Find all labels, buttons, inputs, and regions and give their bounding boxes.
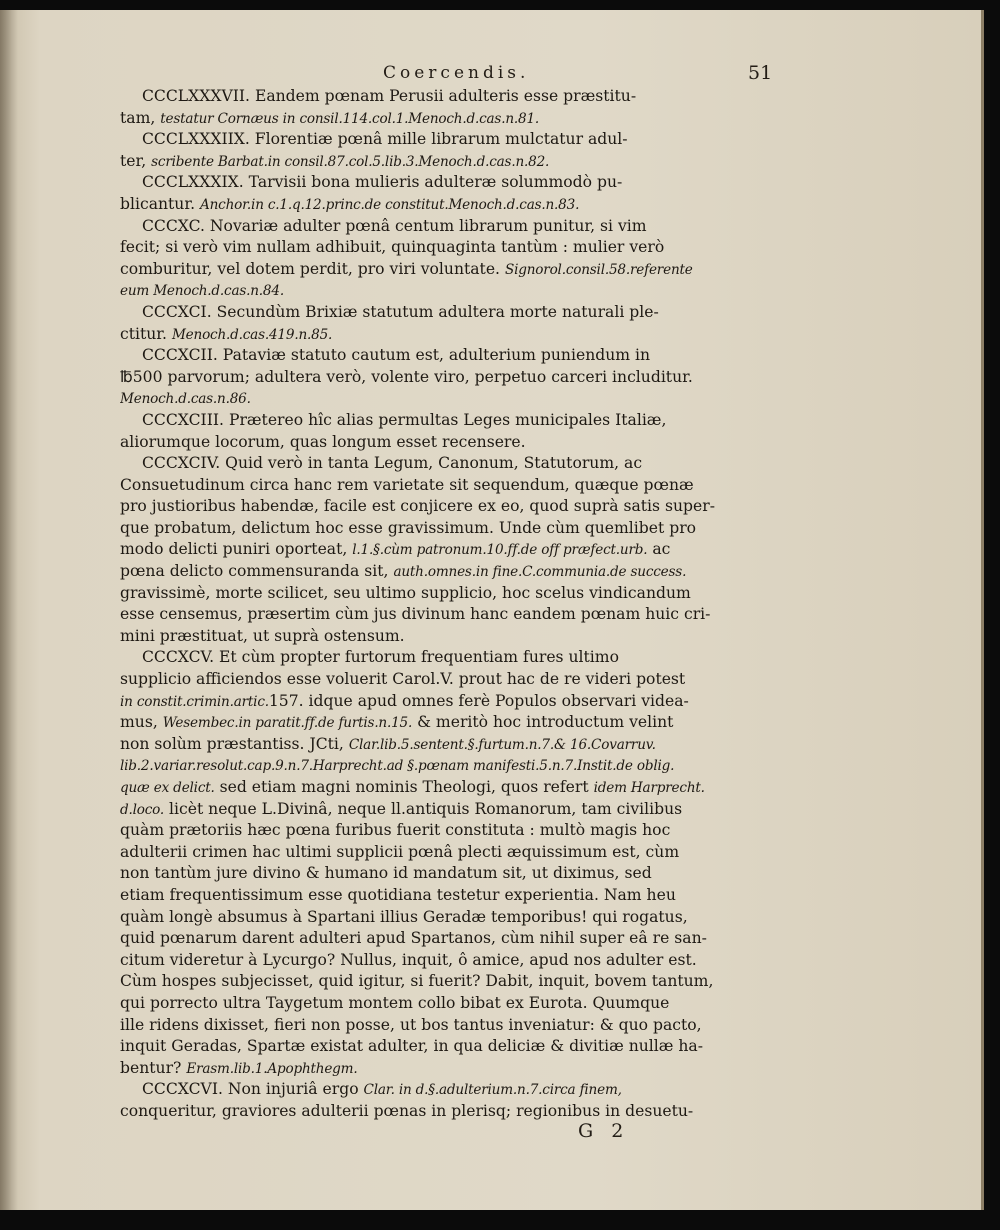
- text-line: [120, 539, 760, 561]
- text-line: [120, 302, 760, 324]
- line-text: quàm prætoriis hæc pœna furibus fuerit constituta : multò magis hoc: [120, 821, 671, 840]
- citation-text: Menoch.d.cas.n.86.: [120, 391, 251, 408]
- text-line: [120, 259, 760, 281]
- line-text: CCCXCIII. Prætereo hîc alias permultas Leges municipales Italiæ,: [142, 410, 667, 429]
- text-line: [120, 1015, 760, 1037]
- line-text: citum videretur à Lycurgo? Nullus, inquit, ô amice, apud nos adulter est.: [120, 950, 697, 969]
- text-line: [120, 367, 760, 389]
- text-line: [120, 604, 760, 626]
- text-line: [120, 647, 760, 669]
- line-text: modo delicti puniri oporteat,: [120, 540, 353, 559]
- line-text: inquit Geradas, Spartæ existat adulter, in qua deliciæ & divitiæ nullæ ha-: [120, 1037, 703, 1056]
- citation-text: Erasm.lib.1.Apophthegm.: [186, 1060, 358, 1077]
- line-text: bentur?: [120, 1058, 187, 1077]
- text-line: [120, 172, 760, 194]
- line-text: CCCLXXXIX. Tarvisii bona mulieris adulteræ solummodò pu-: [142, 173, 623, 192]
- signature-mark: G 2: [578, 1120, 630, 1142]
- text-line: [120, 345, 760, 367]
- line-text: esse censemus, præsertim cùm jus divinum hanc eandem pœnam huic cri-: [120, 605, 711, 624]
- text-line: [120, 971, 760, 993]
- line-text: CCCXCV. Et cùm propter furtorum frequentiam fures ultimo: [142, 648, 619, 667]
- text-line: [120, 475, 760, 497]
- text-line: [120, 561, 760, 583]
- line-text: mini præstituat, ut suprà ostensum.: [120, 626, 405, 645]
- line-text: conqueritur, graviores adulterii pœnas in plerisq; regionibus in desuetu-: [120, 1101, 694, 1120]
- text-line: [120, 453, 760, 475]
- text-line: [120, 799, 760, 821]
- line-text: pro justioribus habendæ, facile est conjicere ex eo, quod suprà satis super-: [120, 497, 715, 516]
- text-line: [120, 324, 760, 346]
- text-line: [120, 86, 760, 108]
- text-line: [120, 734, 760, 756]
- line-text: fecit; si verò vim nullam adhibuit, quinquaginta tantùm : mulier verò: [120, 238, 665, 257]
- line-text: non tantùm jure divino & humano id mandatum sit, ut diximus, sed: [120, 864, 652, 883]
- line-text: & meritò hoc introductum velint: [412, 713, 674, 732]
- text-line: [120, 1058, 760, 1080]
- line-text: supplicio afficiendos esse voluerit Carol.V. prout hac de re videri potest: [120, 670, 686, 689]
- text-line: [120, 432, 760, 454]
- line-text: quid pœnarum darent adulteri apud Spartanos, cùm nihil super eâ re san-: [120, 929, 707, 948]
- citation-text: eum Menoch.d.cas.n.84.: [120, 283, 284, 300]
- text-line: [120, 950, 760, 972]
- citation-text: quæ ex delict.: [120, 780, 215, 796]
- text-line: [120, 151, 760, 173]
- text-line: [120, 410, 760, 432]
- line-text: ℔500 parvorum; adultera verò, volente viro, perpetuo carceri includitur.: [120, 367, 693, 386]
- citation-text: idem Harprecht.: [593, 780, 705, 796]
- text-line: [120, 194, 760, 216]
- line-text: 157. idque apud omnes ferè Populos observari videa-: [268, 691, 689, 710]
- text-line: [120, 755, 760, 777]
- line-text: CCCLXXXVII. Eandem pœnam Perusii adulteris esse præstitu-: [142, 87, 637, 105]
- text-line: [120, 237, 760, 259]
- citation-text: lib.2.variar.resolut.cap.9.n.7.Harprecht.ad §.pœnam manifesti.5.n.7.Instit.de oblig.: [120, 758, 675, 775]
- text-line: [120, 777, 760, 799]
- line-text: CCCXCVI. Non injuriâ ergo: [142, 1080, 364, 1099]
- body-text: [120, 86, 760, 1123]
- line-text: ctitur.: [120, 324, 172, 343]
- line-text: adulterii crimen hac ultimi supplicii pœnâ plecti æquissimum est, cùm: [120, 842, 680, 861]
- text-line: [120, 280, 760, 302]
- page-gutter-shadow: [0, 10, 18, 1210]
- text-line: [120, 626, 760, 648]
- line-text: blicantur.: [120, 194, 200, 213]
- citation-text: Signorol.consil.58.referente: [504, 261, 693, 278]
- citation-text: Clar.lib.5.sentent.§.furtum.n.7.& 16.Covarruv.: [348, 736, 656, 753]
- text-line: [120, 669, 760, 691]
- text-line: [120, 583, 760, 605]
- line-text: Cùm hospes subjecisset, quid igitur, si fuerit? Dabit, inquit, bovem tantum,: [120, 972, 714, 991]
- line-text: CCCXCIV. Quid verò in tanta Legum, Canonum, Statutorum, ac: [142, 454, 643, 473]
- line-text: licèt neque L.Divinâ, neque ll.antiquis Romanorum, tam civilibus: [164, 799, 683, 818]
- line-text: mus,: [120, 713, 163, 732]
- text-line: [120, 1079, 760, 1101]
- text-line: [120, 820, 760, 842]
- line-text: CCCXCI. Secundùm Brixiæ statutum adultera morte naturali ple-: [142, 302, 659, 321]
- line-text: comburitur, vel dotem perdit, pro viri voluntate.: [120, 259, 505, 278]
- line-text: CCCXCII. Pataviæ statuto cautum est, adulterium puniendum in: [142, 346, 651, 365]
- text-line: [120, 216, 760, 238]
- line-text: que probatum, delictum hoc esse gravissimum. Unde cùm quemlibet pro: [120, 518, 697, 537]
- text-line: [120, 129, 760, 151]
- citation-text: Clar. in d.§.adulterium.n.7.circa finem,: [363, 1082, 622, 1099]
- text-line: [120, 108, 760, 130]
- running-title: Coercendis.: [383, 63, 530, 83]
- citation-text: l.1.§.cùm patronum.10.ff.de off præfect.urb.: [352, 542, 648, 559]
- line-text: CCCLXXXIIX. Florentiæ pœnâ mille librarum mulctatur adul-: [142, 130, 628, 149]
- text-line: [120, 842, 760, 864]
- text-line: [120, 928, 760, 950]
- line-text: ac: [647, 540, 671, 559]
- text-line: [120, 496, 760, 518]
- text-line: [120, 885, 760, 907]
- line-text: quàm longè absumus à Spartani illius Geradæ temporibus! qui rogatus,: [120, 907, 688, 926]
- line-text: Consuetudinum circa hanc rem varietate sit sequendum, quæque pœnæ: [120, 475, 694, 494]
- line-text: pœna delicto commensuranda sit,: [120, 562, 394, 581]
- line-text: sed etiam magni nominis Theologi, quos refert: [214, 778, 594, 796]
- text-line: [120, 712, 760, 734]
- text-line: [120, 1101, 760, 1123]
- line-text: ille ridens dixisset, fieri non posse, ut bos tantus inveniatur: & quo pacto,: [120, 1015, 702, 1034]
- text-line: [120, 993, 760, 1015]
- citation-text: in constit.crimin.artic.: [120, 693, 269, 710]
- citation-text: auth.omnes.in fine.C.communia.de success.: [393, 564, 687, 581]
- citation-text: scribente Barbat.in consil.87.col.5.lib.3.Menoch.d.cas.n.82.: [151, 153, 550, 170]
- line-text: non solùm præstantiss. JCti,: [120, 734, 349, 753]
- book-page: [0, 10, 984, 1210]
- line-text: gravissimè, morte scilicet, seu ultimo supplicio, hoc scelus vindicandum: [120, 583, 691, 602]
- citation-text: Wesembec.in paratit.ff.de furtis.n.15.: [162, 715, 413, 732]
- line-text: CCCXC. Novariæ adulter pœnâ centum librarum punitur, si vim: [142, 216, 647, 235]
- page-number: 51: [748, 62, 773, 84]
- citation-text: d.loco.: [120, 801, 165, 818]
- line-text: ter,: [120, 151, 152, 170]
- text-line: [120, 518, 760, 540]
- line-text: qui porrecto ultra Taygetum montem collo bibat ex Eurota. Quumque: [120, 993, 670, 1012]
- citation-text: Anchor.in c.1.q.12.princ.de constitut.Menoch.d.cas.n.83.: [200, 196, 580, 213]
- text-line: [120, 1036, 760, 1058]
- line-text: tam,: [120, 108, 161, 127]
- citation-text: testatur Cornæus in consil.114.col.1.Menoch.d.cas.n.81.: [160, 110, 540, 127]
- text-line: [120, 863, 760, 885]
- text-line: [120, 691, 760, 713]
- citation-text: Menoch.d.cas.419.n.85.: [171, 326, 333, 343]
- text-line: [120, 388, 760, 410]
- text-line: [120, 907, 760, 929]
- line-text: aliorumque locorum, quas longum esset recensere.: [120, 432, 526, 451]
- line-text: etiam frequentissimum esse quotidiana testetur experientia. Nam heu: [120, 885, 676, 904]
